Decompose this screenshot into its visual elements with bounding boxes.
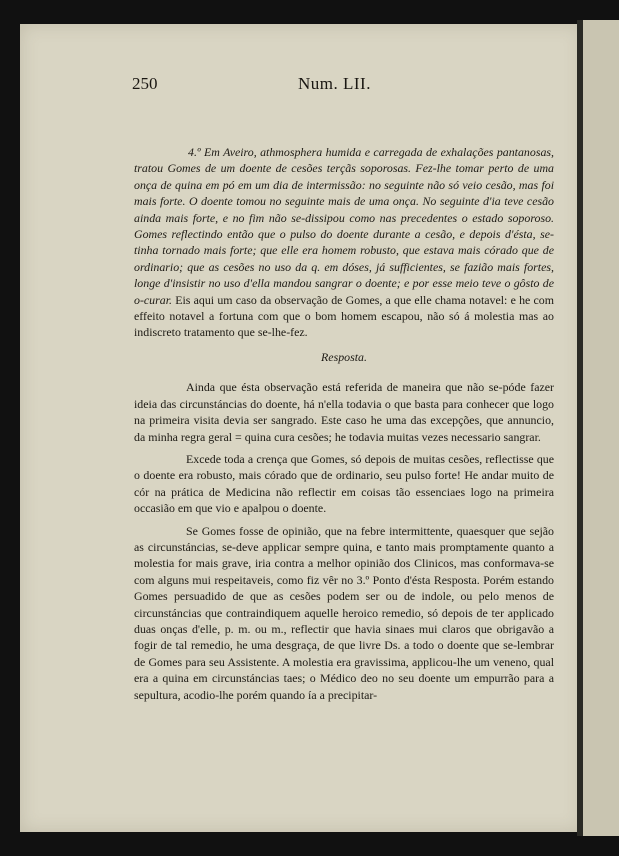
page-gutter [577, 20, 583, 836]
case-paragraph [134, 144, 554, 341]
body-text [134, 144, 554, 703]
page-header [132, 74, 432, 98]
reply-paragraph-1: Ainda que ésta observação está referida de maneira que não se-póde fazer ideia das circunstáncias do doente, há n'ella todavia o que basta para conhecer que logo na primeira visita devia ser sangrado. Este caso he uma das excepções, que annuncio, da minha regra geral = quina cura cesões; he todavia muitas vezes necessario sangrar. [134, 380, 554, 444]
page-number: 250 [132, 74, 158, 93]
facing-page-edge [580, 20, 619, 836]
case-italic-text: 4.º Em Aveiro, athmosphera humida e carregada de exhalações pantanosas, tratou Gomes de um doente de cesões terçãs soporosas. Fez-lhe tomar perto de uma onça de quina em pó em um dia de intermissão: no seguinte não só veio cesão, mas foi mais forte. O doente tomou no seguinte mais de uma onça. No seguinte d'ia teve cesão ainda mais forte, e no fim não se-dissipou como nas precedentes o estado soporoso. Gomes reflectindo então que o pulso do doente durante a cesão, e depois d'ésta, se-tinha tornado mais forte; que elle era homem robusto, que estava mais córado que de ordinario; que as cesões no uso da q. em dóses, já sufficientes, se fazião mais fortes, longe d'insistir no uso d'ella mandou sangrar o doente; e por esse meio teve o gôsto de o-curar. [134, 145, 554, 307]
case-commentary: Eis aqui um caso da observação de Gomes, a que elle chama notavel: e he com effeito notavel a fortuna com que o bom homem escapou, não só á molestia mas ao indiscreto tratamento que se-lhe-fez. [134, 292, 554, 340]
running-title: Num. LII. [298, 74, 371, 93]
reply-paragraph-3: Se Gomes fosse de opinião, que na febre intermittente, quaesquer que sejão as circunstáncias, se-deve applicar sempre quina, e tanto mais promptamente quanto a molestia for mais grave, iria contra a melhor opinião dos Clinicos, mas conformava-se com alguns mui respeitaveis, como fiz vêr no 3.º Ponto d'ésta Resposta. Porém estando Gomes persuadido de que as cesões podem ser ou de indole, ou pelo menos de circunstáncias que contraindiquem aquelle heroico remedio, só depois de ter applicado duas onças d'elle, p. m. ou m., reflectir que havia sinaes mui claros que obrigavão a fogir de tal remedio, he uma desgraça, de que livre Ds. a todo o doente que se-lembrar de Gomes para seu Assistente. A molestia era gravissima, applicou-lhe um veneno, qual era a quina em circunstáncias taes; o Médico deo no seu doente um empurrão para a sepultura, acodio-lhe porém quando ía a precipitar- [134, 523, 554, 702]
reply-paragraph-2: Excede toda a crença que Gomes, só depois de muitas cesões, reflectisse que o doente era robusto, mais córado que de ordinario, seu pulso forte! He andar muito de cór na prática de Medicina não reflectir em coisas tão essenciaes logo na primeira occasião em que vio e apalpou o doente. [134, 451, 554, 516]
section-heading: Resposta. [321, 349, 367, 364]
